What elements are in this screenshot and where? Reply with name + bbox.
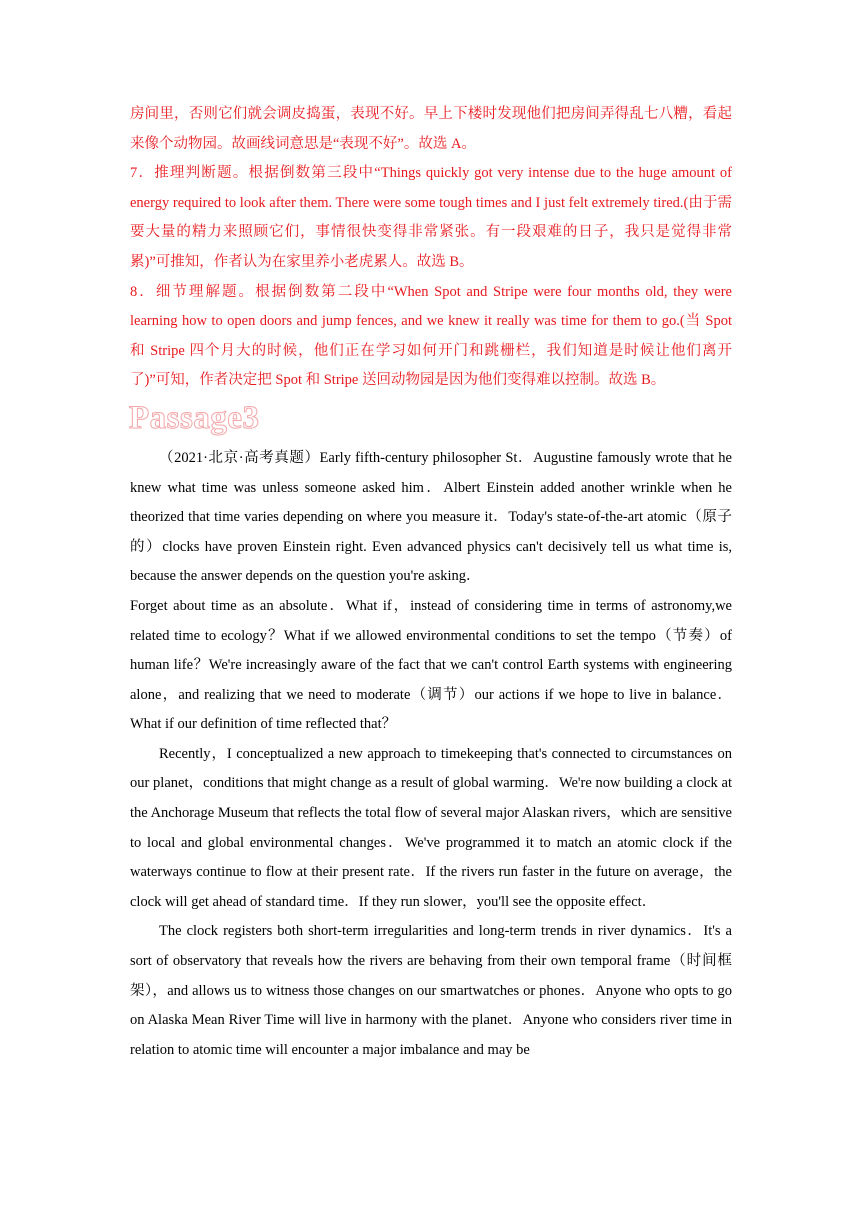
passage-title: Passage3 — [129, 399, 260, 436]
passage-paragraph-2: Forget about time as an absolute．What if，instead of considering time in terms of astronomy,we related time to ecology？What if we allowed environmental conditions to set the tempo（节奏）of human life？We're increasingly aware of the fact that we can't control Earth systems with engineering alone，and realizing that we need to moderate（调节）our actions if we hope to live in balance．What if our definition of time reflected that？ — [130, 597, 732, 733]
passage-paragraph-3: Recently，I conceptualized a new approach to timekeeping that's connected to circumstances on our planet，conditions that might change as a result of global warming．We're now building a clock at the Anchorage Museum that reflects the total flow of several major Alaskan rivers，which are sensitive to local and global environmental changes．We've programmed it to match an atomic clock if the waterways continue to flow at their present rate．If the rivers run faster in the future on average，the clock will get ahead of standard time．If they run slower，you'll see the opposite effect． — [130, 745, 732, 910]
passage-paragraph-1: （2021·北京·高考真题）Early fifth-century philosopher St．Augustine famously wrote that he knew what time was unless someone asked him．Albert Einstein added another wrinkle when he theorized that time varies depending on where you measure it．Today's state-of-the-art atomic（原子的）clocks have proven Einstein right. Even advanced physics can't decisively tell us what time is, because the answer depends on the question you're asking． — [130, 449, 732, 585]
document-body — [130, 100, 732, 1065]
answer-explanation-6-end: 房间里，否则它们就会调皮捣蛋，表现不好。早上下楼时发现他们把房间弄得乱七八糟，看起来像个动物园。故画线词意思是“表现不好”。故选 A。 — [130, 106, 732, 152]
passage-paragraph-4: The clock registers both short-term irregularities and long-term trends in river dynamics．It's a sort of observatory that reveals how the rivers are behaving from their own temporal frame（时间框架），and allows us to witness those changes on our smartwatches or phones．Anyone who opts to go on Alaska Mean River Time will live in harmony with the planet．Anyone who considers river time in relation to atomic time will encounter a major imbalance and may be — [130, 923, 732, 1058]
answer-explanation-8: 8．细节理解题。根据倒数第二段中“When Spot and Stripe were four months old, they were learning how to open doors and jump fences, and we knew it really was time for them to go.(当 Spot 和 Stripe 四个月大的时候，他们正在学习如何开门和跳栅栏，我们知道是时候让他们离开了)”可知，作者决定把 Spot 和 Stripe 送回动物园是因为他们变得难以控制。故选 B。 — [130, 283, 732, 389]
answer-explanation-7: 7．推理判断题。根据倒数第三段中“Things quickly got very intense due to the huge amount of energy required to look after them. There were some tough times and I just felt extremely tired.(由于需要大量的精力来照顾它们，事情很快变得非常紧张。有一段艰难的日子，我只是觉得非常累)”可推知，作者认为在家里养小老虎累人。故选 B。 — [130, 165, 732, 270]
